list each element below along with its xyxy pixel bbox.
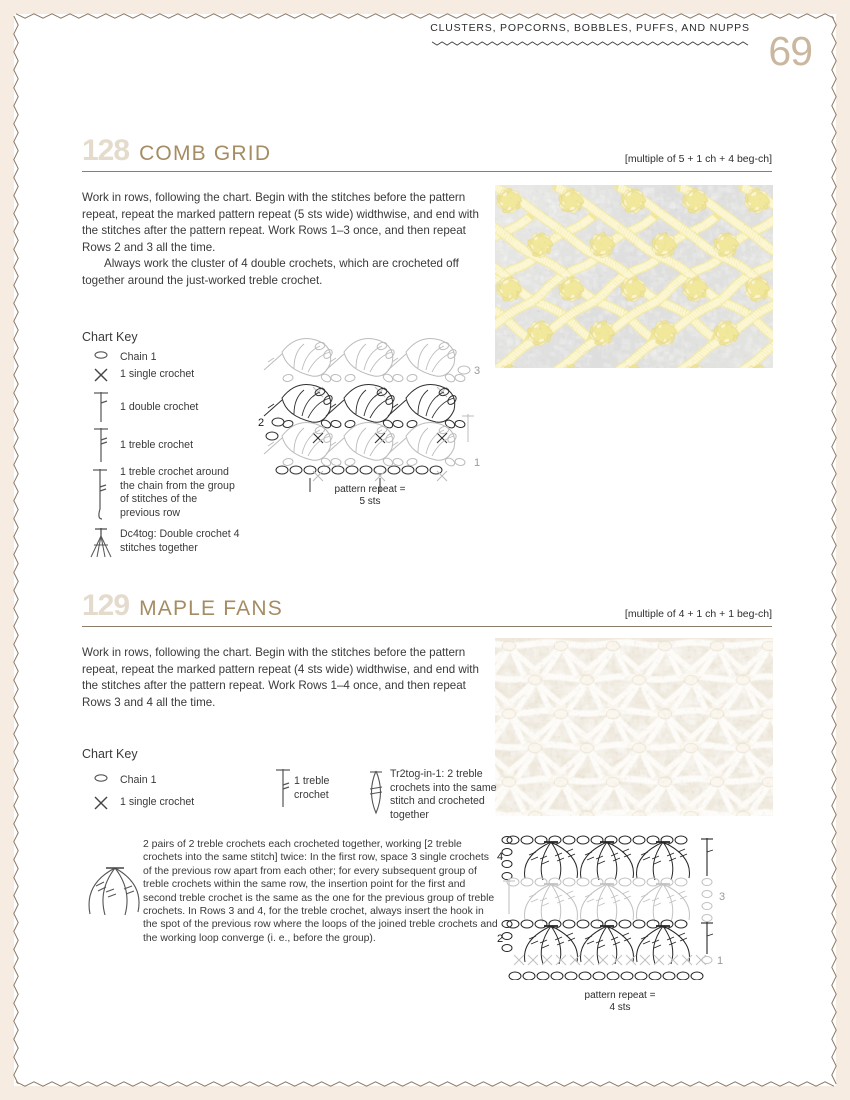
chart-key-label: 1 single crochet	[120, 796, 195, 808]
double-crochet-icon	[82, 390, 120, 424]
running-head	[430, 22, 750, 49]
chart-repeat-label-128	[300, 484, 440, 508]
chart-key-row	[362, 767, 502, 822]
chart-key-column-3	[362, 767, 502, 822]
repeat-line-2: 4 sts	[609, 1002, 631, 1013]
chart-key-row	[82, 773, 272, 795]
chart-key-title: Chart Key	[82, 330, 138, 344]
svg-text:2: 2	[497, 933, 504, 945]
pattern-number-128: 128	[82, 134, 130, 167]
instruction-paragraph: Work in rows, following the chart. Begin with the stitches before the pattern repeat, repeat the marked pattern repeat (4 sts wide) widthwise, and end with the stitches after the pattern repeat. Work Rows 1–4 once, and then repeat Rows 3 and 4 all the time.	[82, 646, 479, 709]
pattern-title-128: COMB GRID	[139, 142, 272, 165]
single-crochet-x-icon	[82, 367, 120, 383]
treble-crochet-icon	[272, 767, 294, 809]
chart-key-label: Chain 1	[120, 774, 157, 786]
treble-around-chain-icon	[82, 465, 120, 523]
pattern-number-129: 129	[82, 589, 130, 622]
chart-key-label: 1 double crochet	[120, 400, 199, 413]
chart-key-label: 1 single crochet	[120, 368, 195, 380]
single-crochet-x-icon	[82, 795, 120, 811]
repeat-line-1: pattern repeat =	[584, 990, 656, 1001]
pattern-header-129	[82, 591, 772, 627]
repeat-line-1: pattern repeat =	[334, 484, 406, 495]
pattern-multiple-128: [multiple of 5 + 1 ch + 4 beg-ch]	[624, 153, 772, 165]
repeat-line-2: 5 sts	[359, 496, 381, 507]
chart-key-column-2	[272, 767, 362, 809]
chart-key-label: Dc4tog: Double crochet 4 stitches together	[120, 528, 240, 554]
svg-text:3: 3	[719, 891, 726, 903]
swatch-photo-129	[495, 638, 773, 816]
svg-text:1: 1	[474, 457, 481, 469]
chart-diagram-129	[495, 830, 745, 980]
svg-text:3: 3	[474, 365, 481, 377]
pattern-block-128	[82, 136, 772, 172]
chart-key-label: 1 treble crochet	[120, 438, 194, 451]
chart-key-row	[82, 527, 282, 561]
swatch-photo-128	[495, 185, 773, 368]
chart-repeat-label-129	[545, 990, 695, 1014]
chart-key-label: 1 treble crochet around the chain from the group of stitches of the previous row	[120, 466, 235, 519]
instruction-paragraph: Work in rows, following the chart. Begin with the stitches before the pattern repeat, repeat the marked pattern repeat (5 sts wide) widthwise, and end with the stitches after the pattern repeat. Work Rows 1–3 once, and then repeat Rows 2 and 3 all the time.	[82, 191, 479, 254]
page-number: 69	[768, 28, 812, 74]
chart-key-row	[272, 767, 362, 809]
instruction-paragraph: Always work the cluster of 4 double crochets, which are crocheted off together around the just-worked treble crochet.	[82, 257, 459, 287]
chart-key-row	[82, 795, 272, 819]
pattern-title-129: MAPLE FANS	[139, 597, 283, 620]
svg-text:4: 4	[497, 851, 504, 863]
running-head-text: CLUSTERS, POPCORNS, BOBBLES, PUFFS, AND NUPPS	[430, 22, 750, 34]
maple-fan-group-icon	[78, 858, 150, 929]
pattern-instructions-128	[82, 190, 482, 290]
chain-oval-icon	[82, 350, 120, 360]
treble-crochet-icon	[82, 426, 120, 464]
chart-key-label: Chain 1	[120, 351, 157, 363]
chart-key-label: Tr2tog-in-1: 2 treble crochets into the same stitch and crocheted together	[390, 768, 497, 821]
chart-key-column-1	[82, 767, 272, 819]
pattern-multiple-129: [multiple of 4 + 1 ch + 1 beg-ch]	[624, 608, 772, 620]
running-head-squiggle	[430, 37, 750, 49]
pattern-long-note-129: 2 pairs of 2 treble crochets each crocheted together, working [2 treble crochets into the same stitch] twice: In the first row, space 3 single crochets of the previous row apart from each other; for every subsequent group of treble crochets within the same row, the insertion point for the first and second treble crochet is the same as the one for the previous group of treble crochets. In Rows 3 and 4, for the treble crochet, always insert the hook in the spot of the previous row where the loops of the joined treble crochets and the working loop converge (i. e., before the group).	[143, 839, 498, 944]
svg-text:2: 2	[258, 417, 265, 429]
tr2tog-in-1-icon	[362, 767, 390, 817]
pattern-header-128	[82, 136, 772, 172]
svg-text:1: 1	[717, 955, 724, 967]
pattern-instructions-129	[82, 645, 482, 711]
chart-key-title: Chart Key	[82, 747, 138, 761]
chart-key-129	[82, 747, 502, 822]
chain-oval-icon	[82, 773, 120, 783]
pattern-block-129	[82, 591, 772, 627]
dc4tog-icon	[82, 527, 120, 559]
chart-key-label: 1 treble crochet	[294, 774, 330, 801]
